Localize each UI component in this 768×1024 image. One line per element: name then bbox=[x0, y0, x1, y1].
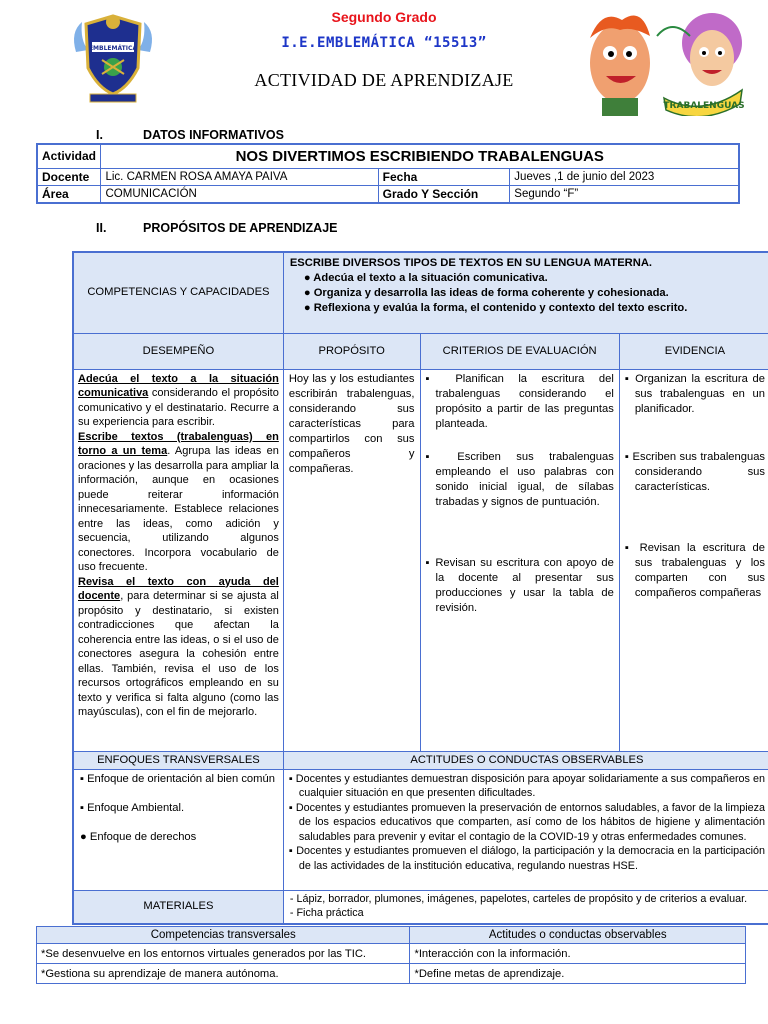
proposito-header: PROPÓSITO bbox=[283, 333, 420, 369]
area-value: COMUNICACIÓN bbox=[101, 185, 378, 203]
desempeno-header: DESEMPEÑO bbox=[73, 333, 283, 369]
enfoque-item: ▪ Enfoque de orientación al bien común bbox=[80, 772, 275, 785]
tongue-twister-cartoon-illustration bbox=[572, 8, 762, 116]
materiales-cell bbox=[283, 890, 768, 924]
actividad-value: NOS DIVERTIMOS ESCRIBIENDO TRABALENGUAS bbox=[101, 144, 739, 168]
document-title: ACTIVIDAD DE APRENDIZAJE bbox=[254, 70, 514, 90]
table-cell: *Gestiona su aprendizaje de manera autónoma. bbox=[37, 964, 410, 984]
evidencia-item: ▪ Organizan la escritura de sus trabalenguas en un planificador. bbox=[624, 372, 765, 415]
competencias-label: COMPETENCIAS Y CAPACIDADES bbox=[73, 252, 283, 333]
grado-seccion-label: Grado Y Sección bbox=[378, 185, 510, 203]
criterio-item: ▪ Planifican la escritura del trabalenguas considerando el propósito a partir de las preguntas planteada. bbox=[425, 372, 614, 430]
svg-text:TRABALENGUAS: TRABALENGUAS bbox=[663, 101, 745, 111]
table-cell: *Se desenvuelve en los entornos virtuales generados por las TIC. bbox=[37, 944, 410, 964]
docente-value: Lic. CARMEN ROSA AMAYA PAIVA bbox=[101, 168, 378, 185]
table-row bbox=[73, 369, 768, 751]
table-row bbox=[37, 964, 746, 984]
table-row bbox=[73, 751, 768, 769]
table-row bbox=[37, 927, 746, 944]
capacidad-item: ● Organiza y desarrolla las ideas de forma coherente y cohesionada. bbox=[303, 287, 669, 299]
school-name: I.E.EMBLEMÁTICA “15513” bbox=[281, 35, 487, 51]
material-item: - Lápiz, borrador, plumones, imágenes, papelotes, carteles de propósito y de criterios a evaluar. bbox=[289, 892, 748, 905]
section-propositos-heading: II. PROPÓSITOS DE APRENDIZAJE bbox=[96, 221, 338, 235]
actitud-item: ▪ Docentes y estudiantes promueven el diálogo, la participación y la democracia en la participación de las actividades de la institución educativa, regulando nuestras HSE. bbox=[288, 845, 765, 872]
table-row bbox=[73, 769, 768, 890]
capacidad-item: ● Adecúa el texto a la situación comunicativa. bbox=[303, 272, 548, 284]
grado-seccion-value: Segundo “F” bbox=[510, 185, 739, 203]
table-row bbox=[37, 185, 739, 203]
competencias-cell bbox=[283, 252, 768, 333]
table-cell: *Interacción con la información. bbox=[410, 944, 746, 964]
datos-informativos-table bbox=[36, 143, 740, 204]
enfoque-item: ▪ Enfoque Ambiental. bbox=[80, 801, 185, 814]
area-label: Área bbox=[37, 185, 101, 203]
fecha-label: Fecha bbox=[378, 168, 510, 185]
table-row bbox=[73, 252, 768, 333]
criterios-header: CRITERIOS DE EVALUACIÓN bbox=[420, 333, 619, 369]
table-row bbox=[37, 944, 746, 964]
actitudes-header: ACTITUDES O CONDUCTAS OBSERVABLES bbox=[283, 751, 768, 769]
actitudes-observables-header: Actitudes o conductas observables bbox=[410, 927, 746, 944]
actitudes-cell bbox=[283, 769, 768, 890]
grade-label: Segundo Grado bbox=[331, 9, 437, 25]
evidencia-cell bbox=[619, 369, 768, 751]
actitud-item: ▪ Docentes y estudiantes promueven la preservación de entornos saludables, a favor de la limpieza de los espacios educativos que comparten, así como de los hábitos de higiene y alimentación saludables para prevenir y evitar el contagio de la COVID-19 y otras enfermedades comunes. bbox=[288, 801, 766, 843]
table-row bbox=[73, 333, 768, 369]
svg-text:EMBLEMÁTICA: EMBLEMÁTICA bbox=[88, 45, 138, 52]
table-row bbox=[37, 168, 739, 185]
evidencia-item: ▪ Escriben sus trabalenguas considerando sus características. bbox=[624, 450, 766, 493]
enfoque-item: ● Enfoque de derechos bbox=[80, 830, 197, 843]
enfoques-header: ENFOQUES TRANSVERSALES bbox=[73, 751, 283, 769]
docente-label: Docente bbox=[37, 168, 101, 185]
actitud-item: ▪ Docentes y estudiantes demuestran disposición para apoyar solidariamente a sus compañeros en cualquier situación en que presenten dificultades. bbox=[288, 772, 765, 799]
materiales-label: MATERIALES bbox=[73, 890, 283, 924]
transversales-table bbox=[36, 926, 746, 984]
criterio-item: ▪ Escriben sus trabalenguas empleando el uso palabras con sonido inicial igual, de sílabas trabadas y signos de puntuación. bbox=[425, 450, 614, 508]
capacidad-item: ● Reflexiona y evalúa la forma, el contenido y contexto del texto escrito. bbox=[303, 302, 688, 314]
competencia-heading: ESCRIBE DIVERSOS TIPOS DE TEXTOS EN SU LENGUA MATERNA. bbox=[289, 257, 653, 269]
evidencia-header: EVIDENCIA bbox=[619, 333, 768, 369]
criterio-item: ▪ Revisan su escritura con apoyo de la docente al presentar sus producciones y usar la tabla de revisión. bbox=[425, 556, 614, 614]
evidencia-item: ▪ Revisan la escritura de sus trabalenguas y los comparten con sus compañeros compañeras bbox=[624, 541, 766, 599]
table-cell: *Define metas de aprendizaje. bbox=[410, 964, 746, 984]
fecha-value: Jueves ,1 de junio del 2023 bbox=[510, 168, 739, 185]
section-datos-informativos-heading: I. DATOS INFORMATIVOS bbox=[96, 128, 284, 142]
competencias-transversales-header: Competencias transversales bbox=[37, 927, 410, 944]
propositos-table bbox=[72, 251, 768, 925]
table-row bbox=[37, 144, 739, 168]
document-header bbox=[0, 0, 768, 120]
table-row bbox=[73, 890, 768, 924]
actividad-label: Actividad bbox=[37, 144, 101, 168]
material-item: - Ficha práctica bbox=[289, 906, 364, 919]
enfoques-cell bbox=[73, 769, 283, 890]
criterios-cell bbox=[420, 369, 619, 751]
desempeno-cell: Adecúa el texto a la situación comunicativa considerando el propósito comunicativo y el destinatario. Recurre a su experiencia para escribir. Escribe textos (trabalenguas) en torno a un tema. Agrupa las ideas en oraciones y las desarrolla para ampliar la información, aunque en ocasiones puede reiterar información innecesariamente. Establece relaciones entre las ideas, como adición y secuencia, utilizando algunos conectores. Incorpora vocabulario de uso frecuente. Revisa el texto con ayuda del docente, para determinar si se ajusta al propósito y destinatario, si existen contradicciones que afectan la coherencia entre las ideas, o si el uso de conectores asegura la cohesión entre ellas. También, revisa el uso de los recursos ortográficos empleando en su texto y verifica si falta alguno (como las mayúsculas), con el fin de mejorarlo. bbox=[73, 369, 283, 751]
proposito-cell: Hoy las y los estudiantes escribirán trabalenguas, considerando sus características para compartirlos con sus compañeros y compañeras. bbox=[283, 369, 420, 751]
